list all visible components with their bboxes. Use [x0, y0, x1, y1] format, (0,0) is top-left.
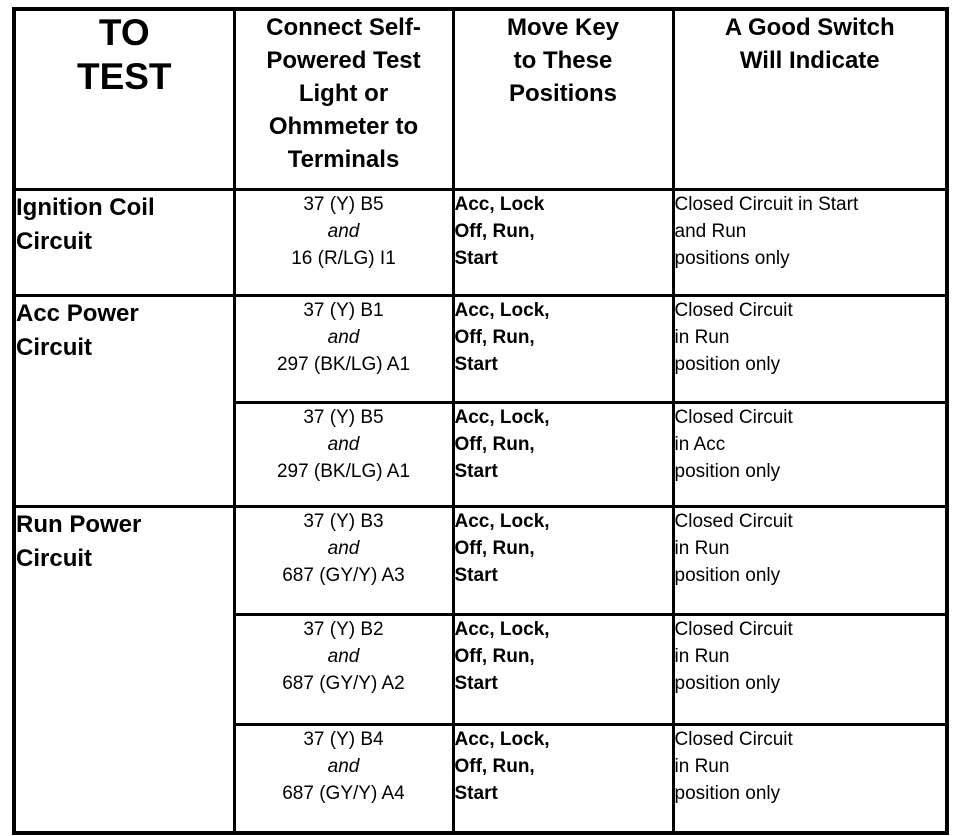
table-row: [14, 506, 947, 614]
key-position-line: Off, Run,: [454, 220, 535, 242]
and-word: and: [327, 537, 360, 559]
header-line: Light or: [298, 80, 389, 107]
terminals-cell: [234, 724, 453, 833]
result-line: position only: [674, 672, 781, 694]
result-line: Closed Circuit: [674, 728, 793, 750]
header-line: Ohmmeter to: [268, 113, 419, 140]
result-cell: [673, 724, 947, 833]
header-connect-terminals: [234, 9, 453, 189]
result-cell: [673, 402, 947, 506]
key-position-line: Acc, Lock,: [454, 406, 550, 428]
table-row: [14, 295, 947, 402]
terminal-b: 297 (BK/LG) A1: [276, 460, 411, 482]
terminals-cell: [234, 295, 453, 402]
header-line: to These: [513, 47, 613, 74]
header-line: TEST: [76, 56, 172, 97]
header-to-test: [14, 9, 234, 189]
key-positions-cell: [453, 402, 673, 506]
key-position-line: Start: [454, 564, 498, 586]
key-positions-cell: [453, 614, 673, 724]
circuit-name-cell: [14, 189, 234, 295]
header-line: Move Key: [506, 14, 620, 41]
key-position-line: Acc, Lock,: [454, 510, 550, 532]
header-line: Will Indicate: [739, 47, 880, 74]
header-line: A Good Switch: [724, 14, 895, 41]
key-position-line: Start: [454, 672, 498, 694]
result-line: in Run: [674, 645, 730, 667]
key-position-line: Off, Run,: [454, 326, 535, 348]
result-line: in Acc: [674, 433, 726, 455]
key-position-line: Off, Run,: [454, 433, 535, 455]
key-position-line: Start: [454, 247, 498, 269]
terminal-b: 687 (GY/Y) A2: [282, 672, 405, 694]
key-positions-cell: [453, 724, 673, 833]
table-header-row: [14, 9, 947, 189]
result-line: position only: [674, 460, 781, 482]
and-word: and: [327, 645, 360, 667]
result-line: Closed Circuit in Start: [674, 193, 859, 215]
and-word: and: [327, 433, 360, 455]
result-line: in Run: [674, 326, 730, 348]
terminal-a: 37 (Y) B3: [303, 510, 384, 532]
result-line: Closed Circuit: [674, 618, 793, 640]
result-line: position only: [674, 782, 781, 804]
result-line: Closed Circuit: [674, 299, 793, 321]
key-position-line: Start: [454, 460, 498, 482]
and-word: and: [327, 326, 360, 348]
terminal-b: 687 (GY/Y) A3: [282, 564, 405, 586]
terminals-cell: [234, 189, 453, 295]
switch-test-table: [12, 7, 949, 835]
terminals-cell: [234, 614, 453, 724]
terminal-a: 37 (Y) B1: [303, 299, 384, 321]
header-line: Terminals: [287, 146, 400, 173]
circuit-name-cell: [14, 295, 234, 506]
header-move-key: [453, 9, 673, 189]
result-cell: [673, 189, 947, 295]
terminal-b: 687 (GY/Y) A4: [282, 782, 405, 804]
terminals-cell: [234, 402, 453, 506]
key-position-line: Off, Run,: [454, 755, 535, 777]
terminal-a: 37 (Y) B4: [303, 728, 384, 750]
header-line: TO: [98, 12, 150, 53]
table-row: [14, 189, 947, 295]
key-position-line: Acc, Lock,: [454, 299, 550, 321]
key-position-line: Acc, Lock,: [454, 728, 550, 750]
result-line: Closed Circuit: [674, 406, 793, 428]
result-cell: [673, 614, 947, 724]
header-line: Connect Self-: [266, 14, 421, 41]
result-line: in Run: [674, 755, 730, 777]
circuit-name-line: Circuit: [16, 544, 93, 572]
circuit-name-line: Circuit: [16, 333, 93, 361]
and-word: and: [327, 220, 360, 242]
result-line: position only: [674, 564, 781, 586]
result-line: in Run: [674, 537, 730, 559]
circuit-name-line: Acc Power: [16, 299, 139, 327]
terminal-b: 297 (BK/LG) A1: [276, 353, 411, 375]
and-word: and: [327, 755, 360, 777]
key-position-line: Start: [454, 782, 498, 804]
header-line: Powered Test: [266, 47, 421, 74]
circuit-name-line: Run Power: [16, 510, 142, 538]
circuit-name-line: Circuit: [16, 227, 93, 255]
circuit-name-line: Ignition Coil: [16, 193, 155, 221]
key-position-line: Acc, Lock,: [454, 618, 550, 640]
key-position-line: Off, Run,: [454, 537, 535, 559]
header-line: Positions: [508, 80, 617, 107]
terminal-a: 37 (Y) B5: [303, 406, 384, 428]
result-line: Closed Circuit: [674, 510, 793, 532]
key-positions-cell: [453, 295, 673, 402]
key-position-line: Acc, Lock: [454, 193, 545, 215]
header-good-switch: [673, 9, 947, 189]
terminal-b: 16 (R/LG) I1: [291, 247, 396, 269]
key-position-line: Off, Run,: [454, 645, 535, 667]
result-line: position only: [674, 353, 781, 375]
result-cell: [673, 295, 947, 402]
terminal-a: 37 (Y) B2: [303, 618, 384, 640]
terminals-cell: [234, 506, 453, 614]
result-cell: [673, 506, 947, 614]
key-positions-cell: [453, 506, 673, 614]
key-positions-cell: [453, 189, 673, 295]
result-line: and Run: [674, 220, 747, 242]
key-position-line: Start: [454, 353, 498, 375]
circuit-name-cell: [14, 506, 234, 833]
terminal-a: 37 (Y) B5: [303, 193, 384, 215]
result-line: positions only: [674, 247, 790, 269]
